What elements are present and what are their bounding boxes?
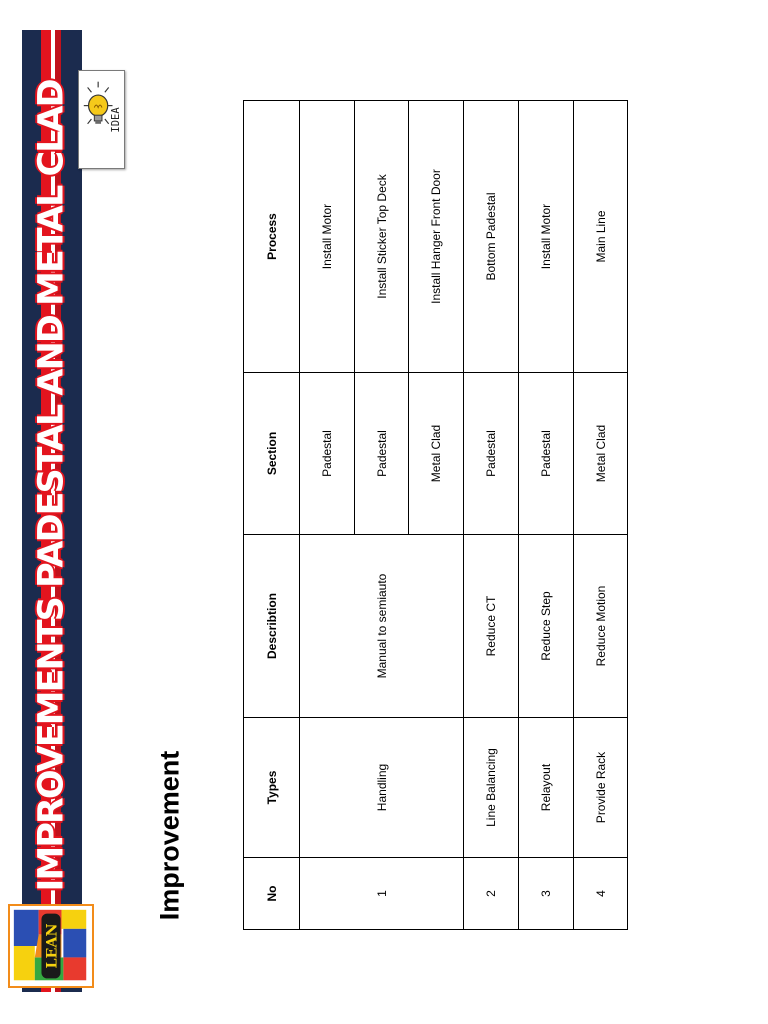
section-heading: Improvement [154, 750, 185, 920]
header-process: Process [244, 101, 300, 373]
cell-description: Manual to semiauto [300, 535, 464, 718]
cell-type: Provide Rack [574, 718, 628, 858]
table-row [574, 101, 628, 930]
lean-logo-icon [10, 906, 92, 986]
cell-type: Handling [300, 718, 464, 858]
lean-logo [8, 904, 94, 988]
cell-section: Padestal [519, 373, 574, 535]
cell-process: Main Line [574, 101, 628, 373]
cell-no: 4 [574, 858, 628, 930]
cell-process: Install Motor [519, 101, 574, 373]
table-row [300, 101, 355, 930]
cell-no: 1 [300, 858, 464, 930]
cell-description: Reduce Step [519, 535, 574, 718]
slide-title: IMPROVEMENTS PADESTAL AND METAL CLAD [32, 80, 73, 892]
cell-no: 3 [519, 858, 574, 930]
table-header-row [244, 101, 300, 930]
table-row [464, 101, 519, 930]
cell-process: Bottom Padestal [464, 101, 519, 373]
cell-type: Relayout [519, 718, 574, 858]
cell-description: Reduce Motion [574, 535, 628, 718]
table-row [519, 101, 574, 930]
cell-section: Padestal [464, 373, 519, 535]
section-heading-wrap [148, 740, 192, 930]
header-types: Types [244, 718, 300, 858]
cell-section: Metal Clad [574, 373, 628, 535]
title-banner [22, 30, 82, 992]
idea-note-text: IDEA [110, 107, 123, 133]
cell-process: Install Hanger Front Door [409, 101, 464, 373]
improvement-table [243, 100, 628, 930]
header-section: Section [244, 373, 300, 535]
cell-process: Install Motor [300, 101, 355, 373]
header-description: Describtion [244, 535, 300, 718]
cell-section: Padestal [300, 373, 355, 535]
cell-section: Padestal [355, 373, 409, 535]
lightbulb-icon [79, 71, 124, 168]
idea-note [78, 70, 125, 169]
improvement-table-wrapper [243, 101, 626, 930]
lean-logo-text: LEAN [44, 923, 61, 969]
header-no: No [244, 858, 300, 930]
cell-type: Line Balancing [464, 718, 519, 858]
cell-no: 2 [464, 858, 519, 930]
cell-section: Metal Clad [409, 373, 464, 535]
cell-description: Reduce CT [464, 535, 519, 718]
cell-process: Install Sticker Top Deck [355, 101, 409, 373]
